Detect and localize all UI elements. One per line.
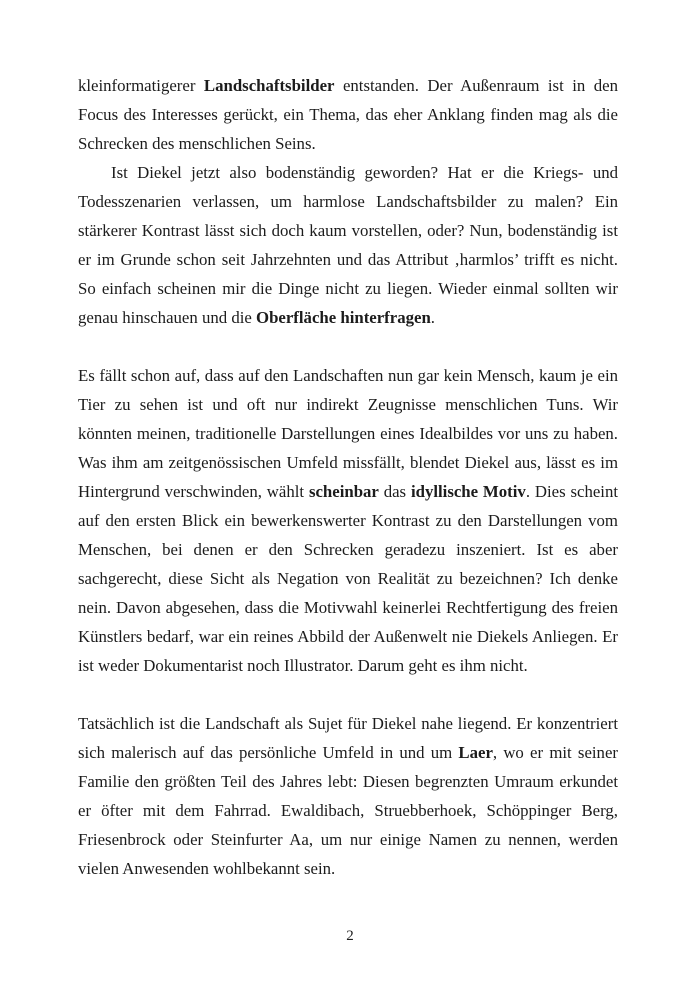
text-segment: Tatsächlich ist die Landschaft als Sujet für Diekel nahe liegend. Er konzentriert sich malerisch auf das persönliche Umfeld in und um — [78, 714, 618, 762]
text-segment: Es fällt schon auf, dass auf den Landschaften nun gar kein Mensch, kaum je ein Tier zu sehen ist und oft nur indirekt Zeugnisse menschlichen Tuns. Wir könnten meinen, traditionelle Darstellungen eines Idealbildes vor uns zu haben. Was ihm am zeitgenössischen Umfeld missfällt, blendet Diekel aus, lässt es im Hintergrund verschwinden, wählt — [78, 366, 618, 501]
paragraph — [78, 361, 618, 680]
paragraph — [78, 158, 618, 332]
text-segment: entstanden. Der Außenraum ist in den Focus des Interesses gerückt, ein Thema, das eher Anklang finden mag als die Schrecken des menschlichen Seins. — [78, 76, 619, 153]
page-number: 2 — [346, 928, 354, 944]
bold-text-segment: scheinbar — [308, 482, 379, 501]
text-segment: . Dies scheint auf den ersten Blick ein bewerkenswerter Kontrast zu den Darstellungen vom Menschen, bei denen er den Schrecken geradezu inszeniert. Ist es aber sachgerecht, diese Sicht als Negation von Realität zu bezeichnen? Ich denke nein. Davon abgesehen, dass die Motivwahl keinerlei Rechtfertigung des freien Künstlers bedarf, war ein reines Abbild der Außenwelt nie Diekels Anliegen. Er ist weder Dokumentarist noch Illustrator. Darum geht es ihm nicht. — [78, 482, 618, 675]
text-segment: , wo er mit seiner Familie den größten Teil des Jahres lebt: Diesen begrenzten Umraum erkundet er öfter mit dem Fahrrad. Ewaldibach, Struebberhoek, Schöppinger Berg, Friesenbrock oder Steinfurter Aa, um nur einige Namen zu nennen, werden vielen Anwesenden wohlbekannt sein. — [78, 743, 618, 878]
text-segment: . — [430, 308, 435, 327]
paragraph — [78, 709, 618, 883]
text-segment: kleinformatigerer — [78, 76, 204, 95]
document-body — [78, 71, 618, 883]
text-segment: Ist Diekel jetzt also bodenständig geworden? Hat er die Kriegs- und Todesszenarien verlassen, um harmlose Landschaftsbilder zu malen? Ein stärkerer Kontrast lässt sich doch kaum vorstellen, oder? Nun, bodenständig ist er im Grunde schon seit Jahrzehnten und das Attribut ‚harmlos’ trifft es nicht. So einfach scheinen mir die Dinge nicht zu liegen. Wieder einmal sollten wir genau hinschauen und die — [78, 163, 618, 327]
bold-text-segment: Oberfläche hinterfragen — [256, 308, 431, 327]
bold-text-segment: idyllische Motiv — [410, 482, 526, 501]
bold-text-segment: Landschaftsbilder — [203, 76, 335, 95]
bold-text-segment: Laer — [458, 743, 493, 762]
paragraph — [78, 71, 618, 158]
text-segment: das — [378, 482, 411, 501]
